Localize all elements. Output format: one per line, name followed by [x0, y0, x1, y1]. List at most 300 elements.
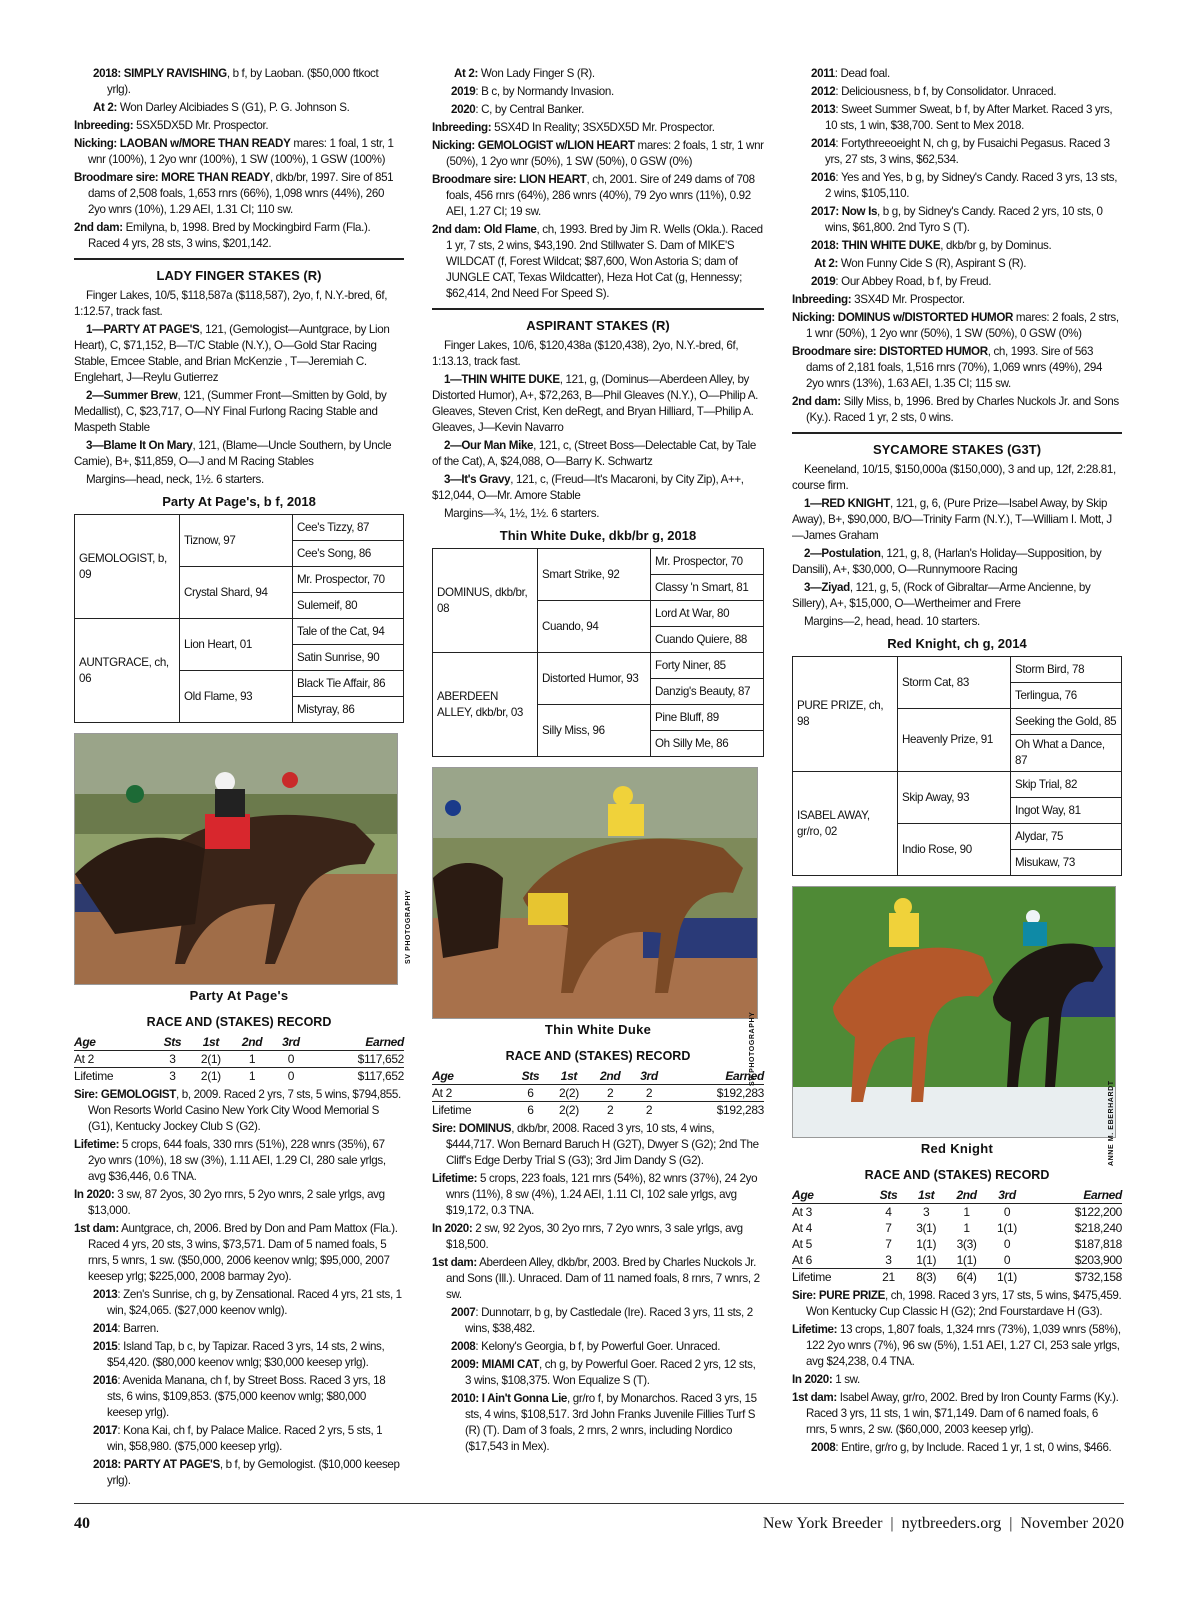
pedigree-great-grandparent: Misukaw, 73	[1011, 850, 1122, 876]
pedigree-grandparent: Indio Rose, 90	[898, 824, 1011, 876]
bold-lead: 2018: THIN WHITE DUKE	[811, 239, 941, 252]
pedigree-grandparent: Skip Away, 93	[898, 772, 1011, 824]
paragraph-text: Margins—¾, 1½, 1½. 6 starters.	[444, 507, 600, 520]
record-cell: At 5	[792, 1237, 812, 1251]
bold-lead: In 2020:	[792, 1373, 833, 1386]
record-header: Sts	[154, 1034, 190, 1051]
text-paragraph	[432, 102, 764, 118]
text-paragraph	[792, 84, 1122, 100]
record-cell: 1	[963, 1205, 970, 1219]
text-paragraph	[792, 1322, 1122, 1370]
bold-lead: 1—PARTY AT PAGE'S	[86, 323, 200, 336]
record-cell: At 6	[792, 1253, 812, 1267]
pedigree-sire: DOMINUS, dkb/br, 08	[433, 549, 538, 653]
record-cell: 2(1)	[200, 1052, 221, 1066]
pedigree-dam: AUNTGRACE, ch, 06	[75, 619, 180, 723]
record-cell: 3(3)	[956, 1237, 977, 1251]
record-lifetime-cell: 0	[273, 1068, 309, 1085]
bold-lead: 3—Blame It On Mary	[86, 439, 193, 452]
paragraph-text: Keeneland, 10/15, $150,000a ($150,000), 3 and up, 12f, 2:28.81, course firm.	[792, 463, 1116, 492]
paragraph-text: : Kelony's Georgia, b f, by Powerful Goer. Unraced.	[475, 1340, 721, 1353]
text-paragraph	[792, 274, 1122, 290]
paragraph-text: : Fortythreeoeight N, ch g, by Fusaichi Pegasus. Raced 3 yrs, 27 sts, 3 wins, $62,534.	[825, 137, 1110, 166]
race-body	[432, 338, 764, 522]
bold-lead: 2014	[811, 137, 836, 150]
record-cell: 4	[885, 1205, 892, 1219]
text-paragraph	[74, 288, 404, 320]
record-cell: 2	[607, 1086, 614, 1100]
breeding-notes	[792, 1288, 1122, 1456]
record-lifetime-cell: 6	[512, 1102, 548, 1119]
paragraph-text: , 121, (Blame—Uncle Southern, by Uncle Camie), B+, $11,859, O—J and M Racing Stables	[74, 439, 392, 468]
section-divider	[432, 308, 764, 310]
record-title: RACE AND (STAKES) RECORD	[146, 1015, 332, 1029]
paragraph-text: 5 crops, 644 foals, 330 rnrs (51%), 228 wnrs (35%), 67 2yo wnrs (10%), 18 sw (3%), 1.11 AEI, 1.29 CI, 280 sale yrlgs, avg $36,446, 0.6 TNA.	[88, 1138, 386, 1183]
record-lifetime-cell: $117,652	[309, 1068, 404, 1085]
record-header: Earned	[309, 1034, 404, 1051]
record-header: 1st	[906, 1187, 946, 1204]
paragraph-text: , dkb/br, 2008. Raced 3 yrs, 10 sts, 4 wins, $444,717. Won Bernard Baruch H (G2T), Dwyer S (G2); 2nd The Cliff's Edge Derby Trial S (G3); 3rd Jim Dandy S (G2).	[446, 1122, 759, 1167]
bold-lead: In 2020:	[74, 1188, 115, 1201]
bold-lead: 2018: PARTY AT PAGE'S	[93, 1458, 220, 1471]
bold-lead: Sire: DOMINUS	[432, 1122, 512, 1135]
text-paragraph	[432, 372, 764, 436]
text-paragraph	[792, 256, 1122, 272]
pedigree-great-grandparent: Cee's Song, 86	[293, 541, 404, 567]
column-3	[792, 66, 1122, 1458]
record-title: RACE AND (STAKES) RECORD	[505, 1049, 691, 1063]
bold-lead: 2—Our Man Mike	[444, 439, 534, 452]
record-cell: At 3	[792, 1205, 812, 1219]
record-header: Age	[432, 1068, 512, 1085]
section-divider	[792, 432, 1122, 434]
paragraph-text: Margins—head, neck, 1½. 6 starters.	[86, 473, 264, 486]
bold-lead: 2008	[451, 1340, 476, 1353]
section-divider	[74, 258, 404, 260]
record-title: RACE AND (STAKES) RECORD	[864, 1168, 1050, 1182]
paragraph-text: 3 sw, 87 2yos, 30 2yo rnrs, 5 2yo wnrs, 2 sale yrlgs, avg $13,000.	[88, 1188, 385, 1217]
record-lifetime-cell: 8(3)	[906, 1269, 946, 1286]
text-paragraph	[792, 344, 1122, 392]
record-cell: 3(1)	[916, 1221, 937, 1235]
paragraph-text: Silly Miss, b, 1996. Bred by Charles Nuckols Jr. and Sons (Ky.). Raced 1 yr, 2 sts, 0 wins.	[806, 395, 1119, 424]
pedigree-sire: PURE PRIZE, ch, 98	[793, 657, 898, 772]
bold-lead: Lifetime:	[432, 1172, 478, 1185]
record-cell: 1	[248, 1052, 256, 1066]
record-cell: 1(1)	[916, 1253, 937, 1267]
paragraph-text: : Dunnotarr, b g, by Castledale (Ire). Raced 3 yrs, 11 sts, 2 wins, $38,482.	[465, 1306, 753, 1335]
col2-top	[432, 66, 764, 302]
text-paragraph	[74, 472, 404, 488]
text-paragraph	[432, 222, 764, 302]
text-paragraph	[432, 1391, 764, 1455]
bold-lead: Lifetime:	[74, 1138, 120, 1151]
bold-lead: 1—RED KNIGHT	[804, 497, 890, 510]
record-lifetime-cell: 21	[871, 1269, 906, 1286]
record-lifetime-cell: 1(1)	[987, 1269, 1027, 1286]
text-paragraph	[792, 614, 1122, 630]
paragraph-text: Won Funny Cide S (R), Aspirant S (R).	[838, 257, 1027, 270]
text-paragraph	[74, 322, 404, 386]
bold-lead: 2007	[451, 1306, 476, 1319]
pedigree-table	[74, 514, 404, 723]
second-dam-line: 2nd dam: Emilyna, b, 1998. Bred by Mockingbird Farm (Fla.). Raced 4 yrs, 28 sts, 3 wins, $201,142.	[74, 221, 371, 250]
bold-lead: 2017	[93, 1424, 118, 1437]
pedigree-great-grandparent: Oh Silly Me, 86	[651, 731, 764, 757]
record-header: 1st	[190, 1034, 231, 1051]
race-photo	[432, 767, 758, 1019]
bold-lead: At 2:	[814, 257, 839, 270]
record-cell: 0	[287, 1052, 295, 1066]
record-cell: 0	[1003, 1253, 1011, 1267]
pedigree-great-grandparent: Ingot Way, 81	[1011, 798, 1122, 824]
text-paragraph	[432, 84, 764, 100]
record-cell: At 2	[74, 1052, 94, 1066]
bold-lead: 2018: SIMPLY RAVISHING	[93, 67, 227, 80]
record-cell: 3	[885, 1253, 892, 1267]
paragraph-text: Finger Lakes, 10/5, $118,587a ($118,587), 2yo, f, N.Y.-bred, 6f, 1:12.57, track fast.	[74, 289, 388, 318]
paragraph-text: , ch, 1993. Bred by Jim R. Wells (Okla.). Raced 1 yr, 7 sts, 2 wins, $43,190. 2nd Stillwater S. Dam of MIKE'S WILDCAT (f, Forest Wildcat; $87,600, Won Astoria S; dam of JUNGLE CAT, Texas Wildcatter), Heza Hot Cat (g, Hennessy; $62,414, 2nd Need For Speed S).	[446, 223, 763, 300]
bold-lead: 2008	[811, 1441, 836, 1454]
text-paragraph	[74, 1423, 404, 1455]
bold-lead: 2010: I Ain't Gonna Lie	[451, 1392, 568, 1405]
record-lifetime-cell: Lifetime	[74, 1068, 154, 1085]
text-paragraph	[74, 1137, 404, 1185]
bold-lead: 2020	[451, 103, 476, 116]
paragraph-text: , 121, g, 8, (Harlan's Holiday—Supposition, by Dansili), A+, $30,000, O—Runnymoore Racing	[792, 547, 1102, 576]
breeding-notes	[74, 1087, 404, 1489]
photo-caption: Red Knight	[920, 1141, 994, 1156]
pedigree-grandparent: Distorted Humor, 93	[538, 653, 651, 705]
text-paragraph	[74, 438, 404, 470]
bold-lead: 1st dam:	[432, 1256, 477, 1269]
paragraph-text: , 121, (Summer Front—Smitten by Gold, by Medallist), C, $23,717, O—NY Final Furlong Racing Stable and Maspeth Stable	[74, 389, 387, 434]
bold-lead: 2016	[93, 1374, 118, 1387]
text-paragraph	[432, 472, 764, 504]
col3-top	[792, 66, 1122, 426]
paragraph-text: : B c, by Normandy Invasion.	[475, 85, 614, 98]
pedigree-great-grandparent: Seeking the Gold, 85	[1011, 709, 1122, 735]
paragraph-text: Won Darley Alcibiades S (G1), P. G. Johnson S.	[117, 101, 350, 114]
paragraph-text: 5 crops, 223 foals, 121 rnrs (54%), 82 wnrs (37%), 24 2yo wnrs (11%), 8 sw (4%), 1.24 AEI, 1.11 CI, 102 sale yrlgs, avg $19,172, 0.3 TNA.	[446, 1172, 758, 1217]
bold-lead: Sire: PURE PRIZE	[792, 1289, 885, 1302]
bold-lead: 2013	[93, 1288, 118, 1301]
pedigree-great-grandparent: Skip Trial, 82	[1011, 772, 1122, 798]
bold-lead: 2011	[811, 67, 835, 80]
race-body	[792, 462, 1122, 630]
text-paragraph	[74, 100, 404, 116]
text-paragraph	[74, 1221, 404, 1285]
pedigree-grandparent: Cuando, 94	[538, 601, 651, 653]
bold-lead: At 2:	[454, 67, 479, 80]
text-paragraph	[74, 388, 404, 436]
paragraph-text: 13 crops, 1,807 foals, 1,324 rnrs (73%), 1,039 wnrs (58%), 122 2yo wnrs (7%), 96 sw (5%), 1.51 AEI, 1.27 CI, 253 sale yrlgs, avg $24,238, 0.4 TNA.	[806, 1323, 1121, 1368]
bold-lead: Lifetime:	[792, 1323, 838, 1336]
text-paragraph	[74, 1457, 404, 1489]
race-photo	[792, 886, 1116, 1138]
bold-lead: 2—Postulation	[804, 547, 881, 560]
nicking-line: Nicking: LAOBAN w/MORE THAN READY mares: 1 foal, 1 str, 1 wnr (100%), 1 2yo wnr (100%), 1 SW (100%), 1 GSW (100%)	[74, 137, 394, 166]
pedigree-grandparent: Old Flame, 93	[180, 671, 293, 723]
text-paragraph	[74, 1321, 404, 1337]
bold-lead: 2nd dam:	[792, 395, 841, 408]
text-paragraph	[792, 66, 1122, 82]
text-paragraph	[74, 1287, 404, 1319]
pedigree-grandparent: Lion Heart, 01	[180, 619, 293, 671]
paragraph-text: , b, 2009. Raced 2 yrs, 7 sts, 5 wins, $794,855. Won Resorts World Casino New York City Wood Memorial S (G1), Kentucky Jockey Club S (G2).	[88, 1088, 401, 1133]
paragraph-text: : Deliciousness, b f, by Consolidator. Unraced.	[835, 85, 1057, 98]
text-paragraph	[792, 204, 1122, 236]
record-header: Sts	[512, 1068, 548, 1085]
race-title: ASPIRANT STAKES (R)	[526, 318, 670, 333]
pedigree-grandparent: Storm Cat, 83	[898, 657, 1011, 709]
record-header: Sts	[871, 1187, 906, 1204]
paragraph-text: : Barren.	[117, 1322, 159, 1335]
bold-lead: 1st dam:	[792, 1391, 837, 1404]
bold-lead: 1st dam:	[74, 1222, 119, 1235]
bold-lead: Broodmare sire: DISTORTED HUMOR	[792, 345, 988, 358]
record-cell: 0	[1003, 1205, 1011, 1219]
bold-lead: In 2020:	[432, 1222, 473, 1235]
record-cell: $192,283	[716, 1086, 764, 1100]
paragraph-text: : Sweet Summer Sweat, b f, by After Market. Raced 3 yrs, 10 sts, 1 win, $38,700. Sent to Mex 2018.	[825, 103, 1113, 132]
pedigree-great-grandparent: Cuando Quiere, 88	[651, 627, 764, 653]
pedigree-great-grandparent: Alydar, 75	[1011, 824, 1122, 850]
pedigree-great-grandparent: Tale of the Cat, 94	[293, 619, 404, 645]
paragraph-text: : Avenida Manana, ch f, by Street Boss. Raced 3 yrs, 18 sts, 6 wins, $109,853. ($75,000 keenov wnlg; $80,000 keesep yrlg).	[107, 1374, 386, 1419]
record-lifetime-cell: $732,158	[1027, 1269, 1122, 1286]
paragraph-text: Won Lady Finger S (R).	[478, 67, 595, 80]
text-paragraph	[792, 546, 1122, 578]
pedigree-grandparent: Crystal Shard, 94	[180, 567, 293, 619]
paragraph-text: , ch, 1993. Sire of 563 dams of 2,181 foals, 1,516 rnrs (70%), 1,069 wnrs (49%), 294 2yo wnrs (13%), 1.63 AEI, 1.35 CI; 115 sw.	[806, 345, 1103, 390]
bold-lead: 2014	[93, 1322, 118, 1335]
text-paragraph	[792, 310, 1122, 342]
bold-lead: Broodmare sire: LION HEART	[432, 173, 587, 186]
record-cell: 1(1)	[997, 1221, 1017, 1235]
paragraph-text: , 121, g, 5, (Rock of Gibraltar—Arme Ancienne, by Sillery), A+, $15,000, O—Wertheimer and Frere	[792, 581, 1091, 610]
record-cell: At 4	[792, 1221, 812, 1235]
pedigree-great-grandparent: Forty Niner, 85	[651, 653, 764, 679]
record-lifetime-cell: 2	[589, 1102, 631, 1119]
race-photo	[74, 733, 398, 985]
record-header: 2nd	[231, 1034, 273, 1051]
pedigree-great-grandparent: Lord At War, 80	[651, 601, 764, 627]
record-header: 3rd	[987, 1187, 1027, 1204]
inbreeding-line: Inbreeding: 5SX5DX5D Mr. Prospector.	[74, 119, 269, 132]
record-header: 3rd	[631, 1068, 667, 1085]
pedigree-great-grandparent: Cee's Tizzy, 87	[293, 515, 404, 541]
pedigree-great-grandparent: Storm Bird, 78	[1011, 657, 1122, 683]
pedigree-title: Red Knight, ch g, 2014	[887, 636, 1027, 651]
breeding-notes	[432, 1121, 764, 1455]
text-paragraph	[74, 1339, 404, 1371]
text-paragraph	[792, 136, 1122, 168]
race-photo-image	[793, 887, 1115, 1137]
bold-lead: 1—THIN WHITE DUKE	[444, 373, 560, 386]
paragraph-text: : C, by Central Banker.	[475, 103, 584, 116]
race-title: LADY FINGER STAKES (R)	[156, 268, 322, 283]
photo-caption: Thin White Duke	[544, 1022, 652, 1037]
text-paragraph	[432, 1221, 764, 1253]
publication-line: New York Breeder | nytbreeders.org | November 2020	[762, 1515, 1124, 1532]
paragraph-text: 3SX4D Mr. Prospector.	[851, 293, 965, 306]
paragraph-text: , dkb/br g, by Dominus.	[940, 239, 1052, 252]
paragraph-text: , 121, c, (Freud—It's Macaroni, by City Zip), A++, $12,044, O—Mr. Amore Stable	[432, 473, 744, 502]
photo-credit: SV PHOTOGRAPHY	[749, 1011, 756, 1086]
text-paragraph	[792, 1390, 1122, 1438]
text-paragraph	[792, 292, 1122, 308]
record-cell: 1	[963, 1221, 970, 1235]
text-paragraph	[432, 1357, 764, 1389]
race-title: SYCAMORE STAKES (G3T)	[872, 442, 1042, 457]
paragraph-text: : Zen's Sunrise, ch g, by Zensational. Raced 4 yrs, 21 sts, 1 win, $24,065. ($27,000 keenov wnlg).	[107, 1288, 402, 1317]
pedigree-title: Thin White Duke, dkb/br g, 2018	[499, 528, 697, 543]
paragraph-text: Margins—2, head, head. 10 starters.	[804, 615, 980, 628]
paragraph-text: mares: 2 foals, 1 str, 1 wnr (50%), 1 2yo wnr (50%), 1 SW (50%), 0 GSW (0%)	[446, 139, 764, 168]
bold-lead: Inbreeding:	[432, 121, 492, 134]
record-lifetime-cell: 2(2)	[548, 1102, 589, 1119]
col1-top	[74, 66, 404, 116]
record-lifetime-cell: 1	[231, 1068, 273, 1085]
record-header: 3rd	[273, 1034, 309, 1051]
text-paragraph	[792, 1372, 1122, 1388]
pedigree-great-grandparent: Sulemeif, 80	[293, 593, 404, 619]
record-cell: $117,652	[357, 1052, 404, 1066]
record-header: Age	[792, 1187, 871, 1204]
paragraph-text: : Our Abbey Road, b f, by Freud.	[835, 275, 992, 288]
text-paragraph	[432, 1305, 764, 1337]
record-cell: 2(2)	[558, 1086, 579, 1100]
paragraph-text: , gr/ro f, by Monarchos. Raced 3 yrs, 15 sts, 4 wins, $108,517. 3rd John Franks Juvenile Fillies Turf S (R) (T). Dam of 3 foals, 2 rnrs, 2 wnrs, including Nordico ($17,543 in Mex).	[465, 1392, 757, 1453]
text-paragraph	[792, 580, 1122, 612]
text-paragraph	[432, 172, 764, 220]
paragraph-text: : Island Tap, b c, by Tapizar. Raced 3 yrs, 14 sts, 2 wins, $54,420. ($80,000 keenov wnlg; $30,000 keesep yrlg).	[107, 1340, 385, 1369]
paragraph-text: : Entire, gr/ro g, by Include. Raced 1 yr, 1 st, 0 wins, $466.	[835, 1441, 1112, 1454]
bold-lead: 2013	[811, 103, 836, 116]
pedigree-great-grandparent: Classy 'n Smart, 81	[651, 575, 764, 601]
bold-lead: 3—Ziyad	[804, 581, 850, 594]
record-header: Earned	[1027, 1187, 1122, 1204]
record-cell: $122,200	[1074, 1205, 1122, 1219]
page-number: 40	[74, 1515, 90, 1532]
paragraph-text: : Kona Kai, ch f, by Palace Malice. Raced 2 yrs, 5 sts, 1 win, $58,980. ($75,000 keesep yrlg).	[107, 1424, 383, 1453]
footer-rule	[74, 1503, 1124, 1504]
bold-lead: 2019	[451, 85, 476, 98]
record-table	[432, 1068, 764, 1118]
record-cell: 7	[885, 1237, 892, 1251]
text-paragraph	[792, 1288, 1122, 1320]
paragraph-text: , b f, by Laoban. ($50,000 ftkoct yrlg).	[107, 67, 379, 96]
record-header: 2nd	[946, 1187, 987, 1204]
pedigree-great-grandparent: Satin Sunrise, 90	[293, 645, 404, 671]
paragraph-text: , ch, 2001. Sire of 249 dams of 708 foals, 456 rnrs (64%), 286 wnrs (40%), 79 2yo wnrs (11%), 0.92 AEI, 1.27 CI; 19 sw.	[446, 173, 755, 218]
record-cell: $187,818	[1074, 1237, 1122, 1251]
paragraph-text: , 121, g, 6, (Pure Prize—Isabel Away, by Skip Away), B+, $90,000, B/O—Trinity Farm (N.Y.), T—William I. Mott, J—James Graham	[792, 497, 1112, 542]
pedigree-great-grandparent: Oh What a Dance, 87	[1011, 735, 1122, 772]
record-cell: 1(1)	[956, 1253, 977, 1267]
text-paragraph	[432, 138, 764, 170]
record-cell: At 2	[432, 1086, 452, 1100]
text-paragraph	[74, 1087, 404, 1135]
text-paragraph	[792, 170, 1122, 202]
bold-lead: Inbreeding:	[792, 293, 852, 306]
broodmare-sire-line: Broodmare sire: MORE THAN READY, dkb/br, 1997. Sire of 851 dams of 2,508 foals, 1,653 rnrs (66%), 1,098 wnrs (44%), 260 2yo wnrs (10%), 1.29 AEI, 1.31 CI; 110 sw.	[74, 171, 394, 216]
paragraph-text: 2 sw, 92 2yos, 30 2yo rnrs, 7 2yo wnrs, 3 sale yrlgs, avg $18,500.	[446, 1222, 743, 1251]
text-paragraph	[432, 1255, 764, 1303]
race-body	[74, 288, 404, 488]
pedigree-dam: ISABEL AWAY, gr/ro, 02	[793, 772, 898, 876]
record-header: 2nd	[589, 1068, 631, 1085]
text-paragraph	[792, 1440, 1122, 1456]
paragraph-text: , b g, by Sidney's Candy. Raced 2 yrs, 10 sts, 0 wins, $61,800. 2nd Tyro S (T).	[825, 205, 1103, 234]
race-photo-image	[75, 734, 397, 984]
pedigree-great-grandparent: Mistyray, 86	[293, 697, 404, 723]
bold-lead: 2015	[93, 1340, 118, 1353]
photo-credit: ANNE M. EBERHARDT	[1108, 1080, 1115, 1166]
pedigree-great-grandparent: Terlingua, 76	[1011, 683, 1122, 709]
paragraph-text: Isabel Away, gr/ro, 2002. Bred by Iron County Farms (Ky.). Raced 3 yrs, 11 sts, 1 win, $71,149. Dam of 6 named foals, 6 rnrs, 5 wnrs, 2 sw. ($60,000, 2003 keesep yrlg).	[806, 1391, 1119, 1436]
record-cell: 3	[169, 1052, 176, 1066]
record-table	[792, 1187, 1122, 1285]
record-header: 1st	[548, 1068, 589, 1085]
record-table	[74, 1034, 404, 1084]
record-lifetime-cell: 3	[154, 1068, 190, 1085]
pedigree-sire: GEMOLOGIST, b, 09	[75, 515, 180, 619]
pedigree-great-grandparent: Black Tie Affair, 86	[293, 671, 404, 697]
text-paragraph	[432, 1121, 764, 1169]
pedigree-dam: ABERDEEN ALLEY, dkb/br, 03	[433, 653, 538, 757]
bold-lead: Sire: GEMOLOGIST	[74, 1088, 176, 1101]
bold-lead: 2012	[811, 85, 836, 98]
record-lifetime-cell: Lifetime	[792, 1269, 871, 1286]
photo-credit: SV PHOTOGRAPHY	[405, 889, 412, 964]
text-paragraph	[74, 1187, 404, 1219]
paragraph-text: , 121, g, (Dominus—Aberdeen Alley, by Distorted Humor), A+, $72,263, B—Phil Gleaves (N.Y.), O—Philip A. Gleaves, Steven Crist, Ken deRegt, and Bryan Hilliard, T—Philip A. Gleaves, J—Kevin Navarro	[432, 373, 758, 434]
text-paragraph	[432, 506, 764, 522]
text-paragraph	[74, 66, 404, 98]
pedigree-great-grandparent: Mr. Prospector, 70	[293, 567, 404, 593]
record-cell: 1(1)	[916, 1237, 937, 1251]
paragraph-text: mares: 2 foals, 2 strs, 1 wnr (50%), 1 2yo wnr (50%), 1 SW (50%), 0 GSW (0%)	[806, 311, 1119, 340]
record-lifetime-cell: Lifetime	[432, 1102, 512, 1119]
paragraph-text: : Yes and Yes, b g, by Sidney's Candy. Raced 3 yrs, 13 sts, 2 wins, $105,110.	[825, 171, 1118, 200]
text-paragraph	[792, 238, 1122, 254]
pedigree-grandparent: Heavenly Prize, 91	[898, 709, 1011, 772]
bold-lead: 2—Summer Brew	[86, 389, 178, 402]
record-cell: $218,240	[1074, 1221, 1122, 1235]
paragraph-text: , ch g, by Powerful Goer. Raced 2 yrs, 12 sts, 3 wins, $108,375. Won Equalize S (T).	[465, 1358, 756, 1387]
text-paragraph	[792, 462, 1122, 494]
column-1	[74, 66, 412, 1491]
pedigree-great-grandparent: Danzig's Beauty, 87	[651, 679, 764, 705]
text-paragraph	[432, 1171, 764, 1219]
record-cell: $203,900	[1074, 1253, 1122, 1267]
paragraph-text: Finger Lakes, 10/6, $120,438a ($120,438), 2yo, N.Y.-bred, 6f, 1:13.13, track fast.	[432, 339, 739, 368]
bold-lead: 2016	[811, 171, 836, 184]
record-cell: 2	[645, 1086, 653, 1100]
pedigree-grandparent: Tiznow, 97	[180, 515, 293, 567]
pedigree-table	[432, 548, 764, 757]
race-photo-image	[433, 768, 757, 1018]
photo-caption: Party At Page's	[189, 988, 289, 1003]
text-paragraph	[792, 496, 1122, 544]
bold-lead: At 2:	[93, 101, 118, 114]
text-paragraph	[74, 1373, 404, 1421]
record-cell: 0	[1003, 1237, 1011, 1251]
text-paragraph	[432, 120, 764, 136]
pedigree-great-grandparent: Mr. Prospector, 70	[651, 549, 764, 575]
